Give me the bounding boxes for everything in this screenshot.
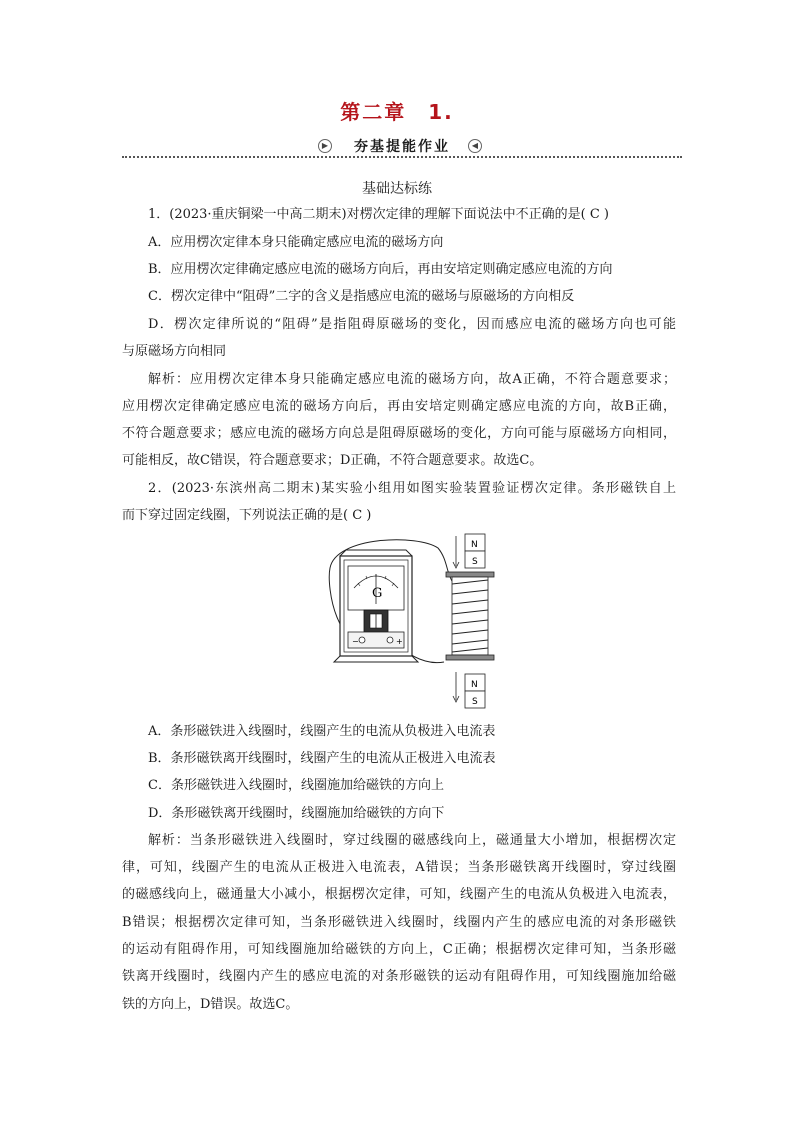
- banner-label: 夯基提能作业: [354, 139, 450, 155]
- q1-option-b: B．应用楞次定律确定感应电流的磁场方向后，再由安培定则确定感应电流的方向: [148, 262, 613, 277]
- q2-option-b: B．条形磁铁离开线圈时，线圈产生的电流从正极进入电流表: [148, 751, 496, 766]
- q1-option-c: C．楞次定律中“阻碍”二字的含义是指感应电流的磁场与原磁场的方向相反: [148, 289, 575, 304]
- q2-option-a: A．条形磁铁进入线圈时，线圈产生的电流从负极进入电流表: [148, 724, 496, 739]
- q2-stem: 2．(2023·东滨州高二期末)某实验小组用如图实验装置验证楞次定律。条形磁铁自上: [148, 481, 676, 496]
- q2-analysis-line3: 的磁感线向上，磁通量大小减小，根据楞次定律，可知，线圈产生的电流从负极进入电流表，: [122, 887, 676, 902]
- section-title: 基础达标练: [362, 181, 432, 197]
- magnet-bottom-north: N: [471, 680, 478, 690]
- q2-analysis-line2: 律，可知，线圈产生的电流从正极进入电流表，A错误；当条形磁铁离开线圈时，穿过线圈: [122, 860, 676, 875]
- minus-terminal: −: [352, 637, 359, 646]
- q2-option-c: C．条形磁铁进入线圈时，线圈施加给磁铁的方向上: [148, 778, 444, 793]
- q1-stem: 1．(2023·重庆铜梁一中高二期末)对楞次定律的理解下面说法中不正确的是( C ): [148, 207, 609, 222]
- q1-analysis-line4: 可能相反，故C错误，符合题意要求；D正确，不符合题意要求。故选C。: [122, 453, 543, 468]
- coil: [446, 572, 494, 660]
- dotted-divider: [122, 156, 682, 158]
- q1-option-d-cont: 与原磁场方向相同: [122, 344, 227, 359]
- q1-analysis-line2: 应用楞次定律确定感应电流的磁场方向后，再由安培定则确定感应电流的方向，故B正确，: [122, 399, 676, 414]
- q1-analysis-line1: 解析：应用楞次定律本身只能确定感应电流的磁场方向，故A正确，不符合题意要求；: [148, 372, 676, 387]
- assignment-banner: [122, 134, 682, 160]
- magnet-top-south: S: [472, 557, 478, 567]
- magnet-bottom-south: S: [472, 697, 478, 707]
- q2-stem-cont: 而下穿过固定线圈，下列说法正确的是( C ): [122, 508, 372, 523]
- chapter-title: 第二章 1.: [340, 100, 454, 124]
- galvanometer-letter: G: [372, 586, 383, 601]
- q2-analysis-line7: 铁的方向上，D错误。故选C。: [122, 997, 299, 1012]
- q2-analysis-line4: B错误；根据楞次定律可知，当条形磁铁进入线圈时，线圈内产生的感应电流的对条形磁铁: [122, 915, 676, 930]
- q1-analysis-line3: 不符合题意要求；感应电流的磁场方向总是阻碍原磁场的变化，方向可能与原磁场方向相同，: [122, 426, 676, 441]
- q2-analysis-line1: 解析：当条形磁铁进入线圈时，穿过线圈的磁感线向上，磁通量大小增加，根据楞次定: [148, 833, 676, 848]
- experiment-figure: [318, 528, 498, 716]
- q1-option-a: A．应用楞次定律本身只能确定感应电流的磁场方向: [148, 235, 444, 250]
- arrow-right-icon: ▶: [318, 139, 332, 153]
- magnet-top: [465, 534, 485, 568]
- q1-option-d: D．楞次定律所说的“阻碍”是指阻碍原磁场的变化，因而感应电流的磁场方向也可能: [148, 317, 676, 332]
- plus-terminal: +: [396, 637, 403, 646]
- magnet-bottom: [465, 674, 485, 708]
- q2-analysis-line5: 的运动有阻碍作用，可知线圈施加给磁铁的方向上，C正确；根据楞次定律可知，当条形磁: [122, 942, 676, 957]
- magnet-top-north: N: [471, 540, 478, 550]
- arrow-left-icon: ◀: [468, 139, 482, 153]
- q2-option-d: D．条形磁铁离开线圈时，线圈施加给磁铁的方向下: [148, 806, 445, 821]
- q2-analysis-line6: 铁离开线圈时，线圈内产生的感应电流的对条形磁铁的运动有阻碍作用，可知线圈施加给磁: [122, 969, 676, 984]
